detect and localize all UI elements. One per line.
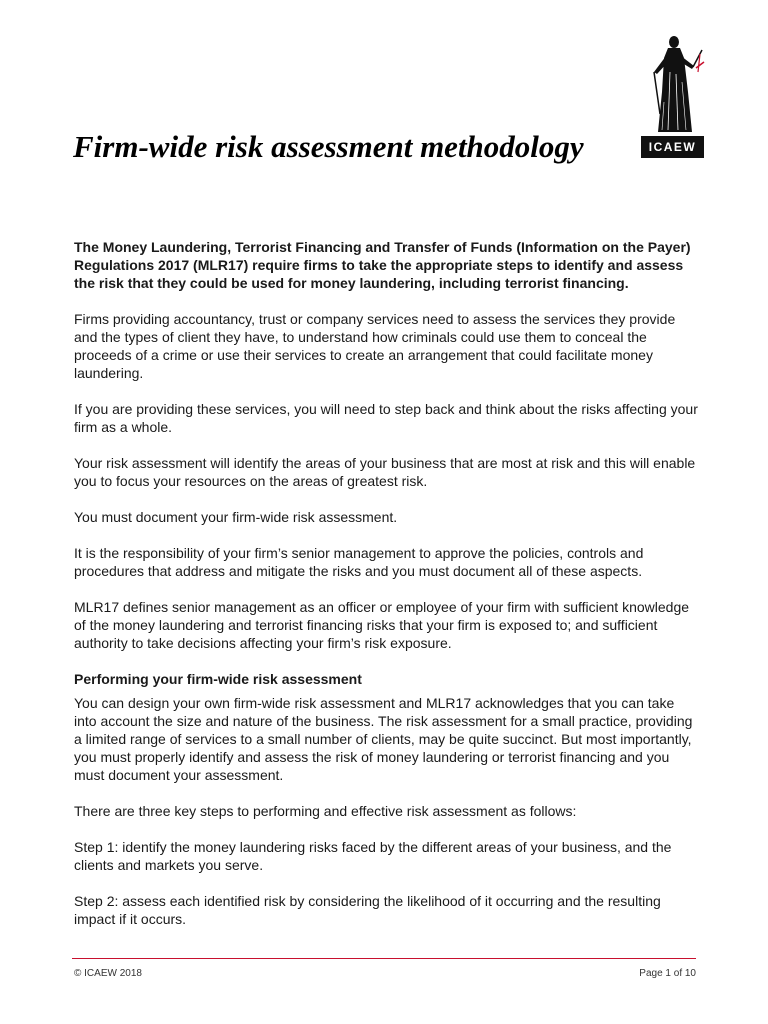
lady-justice-icon [646, 32, 706, 142]
intro-paragraph: The Money Laundering, Terrorist Financing and Transfer of Funds (Information on the Payer) Regulations 2017 (MLR17) require firms to take the appropriate steps to identify and assess the risk that they could be used for money laundering, including terrorist financing. [74, 239, 691, 291]
footer-divider [72, 958, 696, 959]
paragraph-senior-management: MLR17 defines senior management as an officer or employee of your firm with sufficient knowledge of the money laundering and terrorist financing risks that your firm is exposed to; and sufficient authority to take decisions affecting your firm’s risk exposure. [74, 599, 690, 651]
document-body [74, 238, 700, 946]
paragraph-responsibility: It is the responsibility of your firm’s senior management to approve the policies, controls and procedures that address and mitigate the risks and you must document all of these aspects. [74, 545, 644, 579]
paragraph-design: You can design your own firm-wide risk assessment and MLR17 acknowledges that you can take into account the size and nature of the business. The risk assessment for a small practice, providing a limited range of services to a small number of clients, may be quite succinct. But most importantly, you must properly identify and assess the risk of money laundering or terrorist financing and you must document your assessment. [74, 695, 693, 783]
logo-wordmark: ICAEW [648, 140, 697, 154]
section-heading: Performing your firm-wide risk assessment [74, 671, 362, 687]
paragraph-services: Firms providing accountancy, trust or company services need to assess the services they provide and the types of client they have, to understand how criminals could use them to conceal the proceeds of a crime or use their services to create an arrangement that could facilitate money laundering. [74, 311, 676, 381]
icaew-logo [640, 32, 706, 162]
paragraph-document: You must document your firm-wide risk assessment. [74, 509, 398, 525]
page-title: Firm-wide risk assessment methodology [73, 129, 584, 164]
paragraph-step-2: Step 2: assess each identified risk by considering the likelihood of it occurring and the resulting impact if it occurs. [74, 893, 661, 927]
footer-page-number: Page 1 of 10 [639, 968, 696, 979]
icaew-logo-box [641, 136, 704, 158]
paragraph-step-back: If you are providing these services, you will need to step back and think about the risks affecting your firm as a whole. [74, 401, 698, 435]
paragraph-three-steps: There are three key steps to performing and effective risk assessment as follows: [74, 803, 577, 819]
paragraph-step-1: Step 1: identify the money laundering risks faced by the different areas of your business, and the clients and markets you serve. [74, 839, 672, 873]
footer-copyright: © ICAEW 2018 [74, 968, 142, 979]
paragraph-risk-areas: Your risk assessment will identify the areas of your business that are most at risk and this will enable you to focus your resources on the areas of greatest risk. [74, 455, 696, 489]
